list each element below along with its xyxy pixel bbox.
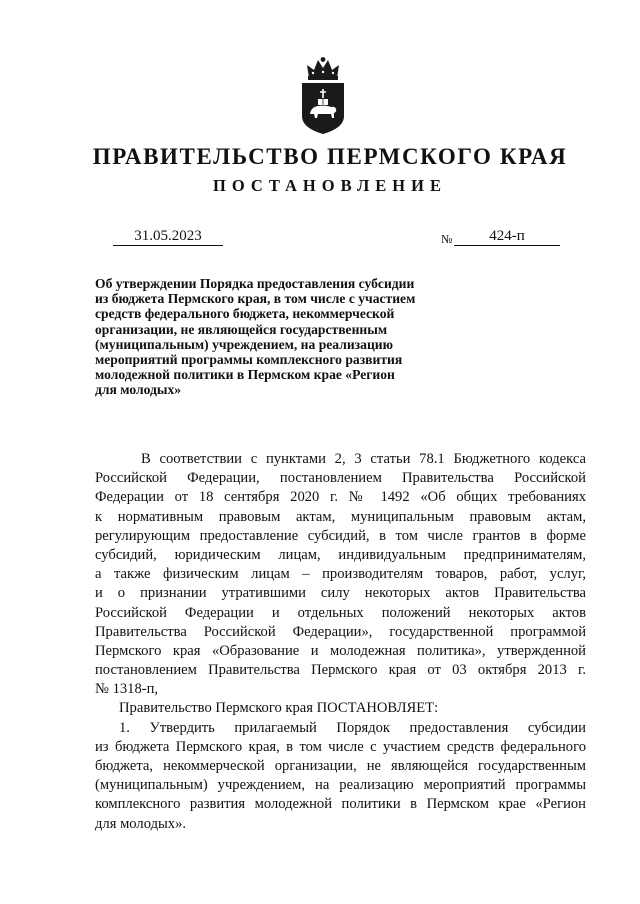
document-subject (95, 276, 475, 398)
subject-line: организации, не являющейся государственным (95, 321, 388, 337)
text-line: а также физическим лицам – производителям товаров, работ, услуг, (95, 566, 586, 583)
text-line: (муниципальным) учреждением, на реализацию мероприятий программы (95, 777, 586, 794)
text-line: бюджета, некоммерческой организации, не являющейся государственным (95, 758, 586, 775)
document-body (95, 450, 586, 834)
document-number: 424-п (454, 227, 560, 246)
text-line: для молодых». (95, 815, 187, 832)
subject-line: для молодых» (95, 382, 182, 398)
subject-line: средств федерального бюджета, некоммерческой (95, 306, 395, 322)
perm-coat-of-arms-icon (296, 56, 350, 136)
document-date: 31.05.2023 (113, 227, 223, 246)
preamble-paragraph (95, 450, 586, 699)
subject-line: (муниципальным) учреждением, на реализацию (95, 336, 393, 352)
text-line: Российской Федерации и отдельных положений некоторых актов (95, 604, 586, 621)
number-sign: № (441, 232, 453, 246)
text-line: № 1318-п, (95, 681, 159, 698)
decree-line: Правительство Пермского края ПОСТАНОВЛЯЕТ: (119, 700, 439, 717)
text-line: комплексного развития молодежной политики в Пермском крае «Регион (95, 796, 586, 813)
text-line: к нормативным правовым актам, муниципальным правовым актам, (95, 508, 586, 525)
text-line: В соответствии с пунктами 2, 3 статьи 78.1 Бюджетного кодекса (141, 451, 586, 467)
text-line: Пермского края «Образование и молодежная политика», утвержденной (95, 642, 586, 659)
text-line: 1. Утвердить прилагаемый Порядок предоставления субсидии (119, 719, 586, 736)
document-type: ПОСТАНОВЛЕНИЕ (213, 176, 447, 195)
text-line: субсидий, юридическим лицам, индивидуальным предпринимателям, (95, 546, 586, 563)
text-line: Федерации от 18 сентября 2020 г. № 1492 «Об общих требованиях (95, 489, 586, 506)
text-line: регулирующим предоставление субсидий, в том числе грантов в форме (95, 527, 586, 544)
text-line: Российской Федерации, постановлением Правительства Российской (95, 470, 586, 487)
text-line: Правительства Российской Федерации», государственной программой (95, 623, 586, 640)
text-line: и о признании утратившими силу некоторых актов Правительства (95, 585, 586, 602)
text-line: из бюджета Пермского края, в том числе с участием средств федерального (95, 738, 586, 755)
subject-line: из бюджета Пермского края, в том числе с участием (95, 291, 416, 307)
government-title: ПРАВИТЕЛЬСТВО ПЕРМСКОГО КРАЯ (92, 144, 568, 169)
text-line: постановлением Правительства Пермского края от 03 октября 2013 г. (95, 662, 586, 679)
item-1-paragraph (95, 719, 586, 834)
subject-line: молодежной политики в Пермском крае «Регион (95, 367, 395, 383)
subject-line: Об утверждении Порядка предоставления субсидии (95, 276, 415, 291)
subject-line: мероприятий программы комплексного развития (95, 352, 403, 368)
